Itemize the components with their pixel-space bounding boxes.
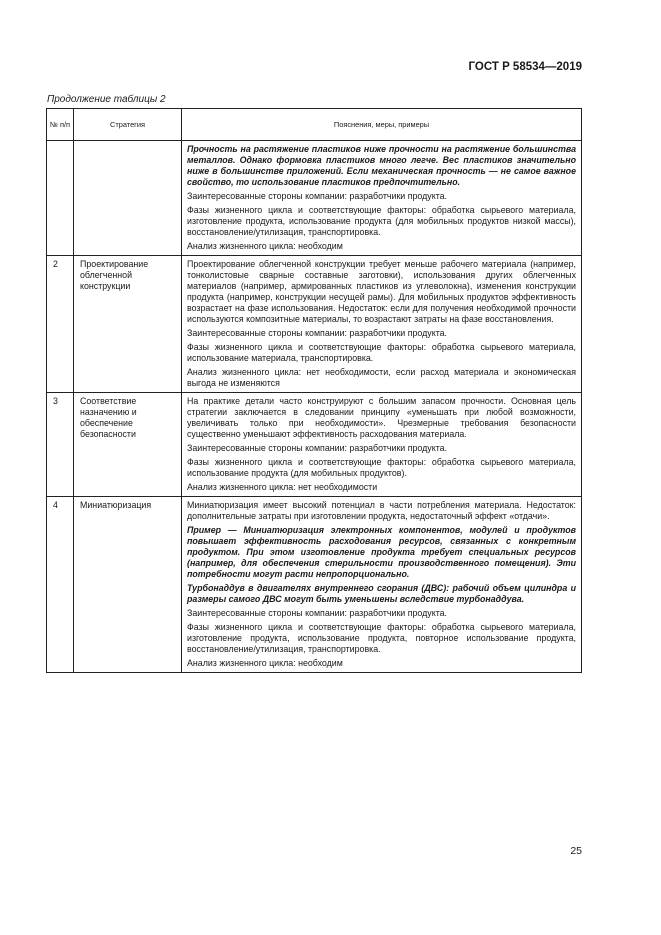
page-number: 25 [570,845,582,857]
explanation-paragraph: Фазы жизненного цикла и соответствующие факторы: обработка сырьевого материала, использование материала, транспортировка. [187,342,576,363]
explanation-paragraph: Пример — Миниатюризация электронных компонентов, модулей и продуктов повышает эффективность расходования ресурсов, связанных с конкретным продуктом. При этом изготовление продукта требует специальных ресурсов (например, для обеспечения стерильности производственного помещения). Эти потребности могут расти непропорционально. [187,525,576,579]
explanation-paragraph: Фазы жизненного цикла и соответствующие факторы: обработка сырьевого материала, использование продукта (для мобильных продуктов). [187,457,576,478]
header-strategy: Стратегия [74,109,182,141]
explanation-paragraph: Заинтересованные стороны компании: разработчики продукта. [187,191,448,201]
row-number: 4 [47,497,74,673]
explanation-paragraph: Фазы жизненного цикла и соответствующие факторы: обработка сырьевого материала, изготовление продукта, использование продукта, повторное использование продукта, восстановление/утилизация, транспортировка. [187,622,576,654]
row-strategy [74,141,182,256]
table-caption: Продолжение таблицы 2 [47,94,166,105]
explanation-paragraph: Заинтересованные стороны компании: разработчики продукта. [187,443,448,453]
row-strategy: Миниатюризация [74,497,182,673]
explanation-paragraph: Проектирование облегченной конструкции требует меньше рабочего материала (например, тонколистовые сварные составные заготовки), использования других облегченных материалов (например, армированных пластиков из углеволокна), изменения конструкции продукта (например, конструкции несущей рамы). Для мобильных продуктов эффективность возрастает на фазе использования. Недостаток: если для получения необходимой прочности используются композитные материалы, то возрастают затраты на фазе восстановления. [187,259,576,324]
explanation-paragraph: Заинтересованные стороны компании: разработчики продукта. [187,328,448,338]
row-explanation [182,497,582,673]
explanation-paragraph: Заинтересованные стороны компании: разработчики продукта. [187,608,448,618]
table-row [47,497,582,673]
table-row [47,141,582,256]
explanation-paragraph: Анализ жизненного цикла: необходим [187,241,343,251]
explanation-paragraph: Турбонаддув в двигателях внутреннего сгорания (ДВС): рабочий объем цилиндра и размеры самого ДВС могут быть уменьшены вследствие турбонаддува. [187,583,576,604]
row-number: 2 [47,256,74,393]
standard-designation: ГОСТ Р 58534—2019 [468,61,582,73]
table-header-row [47,109,582,141]
row-explanation [182,256,582,393]
row-strategy: Проектирование облегченной конструкции [74,256,182,393]
strategies-table [46,108,582,673]
explanation-paragraph: Анализ жизненного цикла: нет необходимости [187,482,378,492]
explanation-paragraph: Миниатюризация имеет высокий потенциал в части потребления материала. Недостаток: дополнительные затраты при изготовлении продукта, недостаточный эффект «отдачи». [187,500,576,521]
explanation-paragraph: Прочность на растяжение пластиков ниже прочности на растяжение большинства металлов. Однако формовка пластиков много легче. Вес пластиков значительно ниже в большинстве приложений. Если механическая прочность — не самое важное свойство, то использование пластиков предпочтительно. [187,144,576,187]
explanation-paragraph: Фазы жизненного цикла и соответствующие факторы: обработка сырьевого материала, изготовление продукта, использование продукта (для мобильных продуктов низкой массы), восстановление/утилизация, транспортировка. [187,205,576,237]
row-strategy: Соответствие назначению и обеспечение безопасности [74,393,182,497]
header-num: № п/п [47,109,74,141]
row-number [47,141,74,256]
table-body [47,141,582,673]
explanation-paragraph: Анализ жизненного цикла: необходим [187,658,343,668]
header-explanation: Пояснения, меры, примеры [182,109,582,141]
table-row [47,393,582,497]
row-explanation [182,141,582,256]
explanation-paragraph: Анализ жизненного цикла: нет необходимости, если расход материала и экономическая выгода не изменяются [187,367,576,388]
explanation-paragraph: На практике детали часто конструируют с большим запасом прочности. Основная цель стратегии заключается в следовании принципу «уменьшать при любой возможности, увеличивать только при необходимости». Чрезмерные требования безопасности существенно уменьшают эффективность расходования материала. [187,396,576,439]
row-number: 3 [47,393,74,497]
row-explanation [182,393,582,497]
table-row [47,256,582,393]
